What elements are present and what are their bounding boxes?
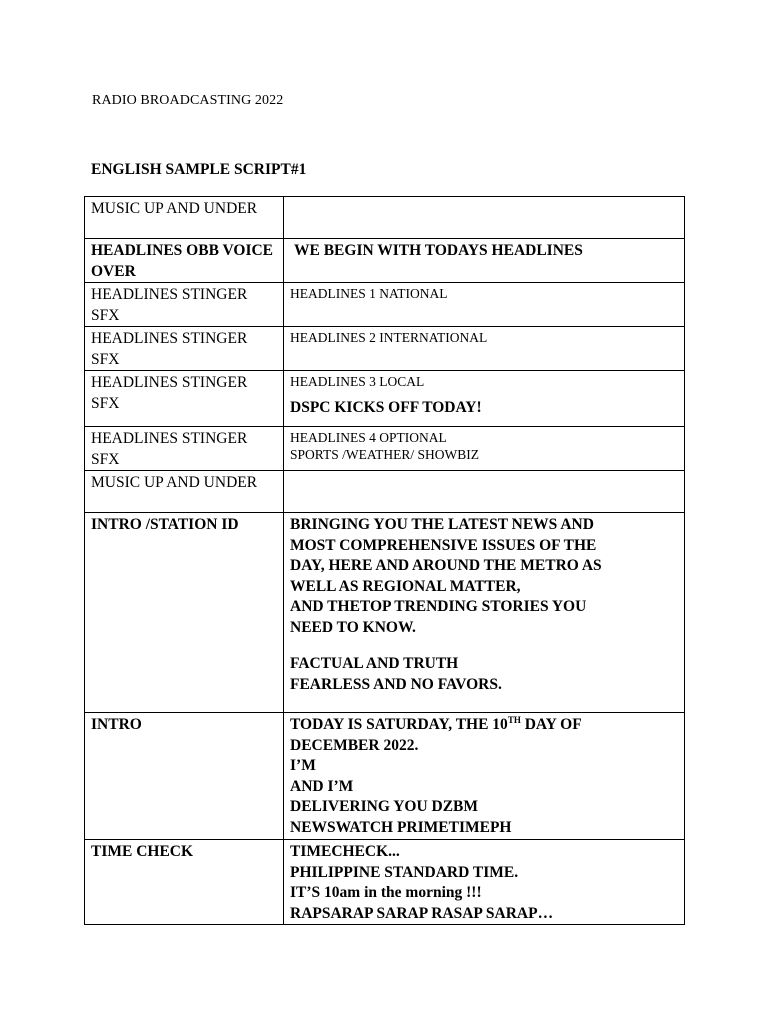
script-title: ENGLISH SAMPLE SCRIPT#1 (91, 161, 307, 178)
table-row (85, 471, 685, 513)
table-row (85, 513, 685, 713)
ordinal-suffix: TH (507, 714, 521, 725)
content-line: HEADLINES 1 NATIONAL (290, 286, 448, 301)
content-line: PHILIPPINE STANDARD TIME. (290, 863, 519, 881)
table-row (85, 239, 685, 283)
date-text-rest: DAY OF (520, 716, 582, 733)
content-line: DECEMBER 2022. (290, 736, 419, 754)
content-line: I’M (290, 757, 316, 774)
paragraph-gap (290, 638, 678, 654)
content-line: FEARLESS AND NO FAVORS. (290, 675, 502, 693)
content-line: DELIVERING YOU DZBM (290, 798, 479, 815)
content-line (290, 715, 678, 736)
content-line: DAY, HERE AND AROUND THE METRO AS (290, 557, 602, 574)
table-row (85, 713, 685, 840)
table-row (85, 197, 685, 239)
table-row (85, 840, 685, 925)
document-title: RADIO BROADCASTING 2022 (92, 93, 284, 108)
cue-cell: HEADLINES STINGER SFX (85, 427, 284, 471)
content-line: TIMECHECK... (290, 843, 400, 860)
cue-cell: INTRO /STATION ID (85, 513, 284, 713)
content-line: AND I’M (290, 777, 354, 795)
cue-cell: HEADLINES STINGER SFX (85, 283, 284, 327)
date-text: TODAY IS SATURDAY, THE 10 (290, 716, 508, 733)
content-line: RAPSARAP SARAP RASAP SARAP… (290, 904, 554, 922)
content-line: SPORTS /WEATHER/ SHOWBIZ (290, 447, 479, 462)
table-row (85, 371, 685, 427)
content-cell (284, 471, 685, 513)
content-cell (284, 197, 685, 239)
content-line: NEED TO KNOW. (290, 618, 416, 636)
cue-cell: MUSIC UP AND UNDER (85, 471, 284, 513)
content-line: HEADLINES 3 LOCAL (290, 374, 425, 389)
content-line: WE BEGIN WITH TODAYS HEADLINES (294, 242, 583, 259)
table-row (85, 427, 685, 471)
content-line: HEADLINES 4 OPTIONAL (290, 430, 447, 445)
content-cell (284, 713, 685, 840)
content-line: WELL AS REGIONAL MATTER, (290, 577, 521, 595)
content-line: AND THETOP TRENDING STORIES YOU (290, 598, 587, 615)
content-line: MOST COMPREHENSIVE ISSUES OF THE (290, 536, 597, 554)
content-line: NEWSWATCH PRIMETIMEPH (290, 818, 512, 836)
cue-cell: INTRO (85, 713, 284, 840)
cue-cell: HEADLINES STINGER SFX (85, 371, 284, 427)
content-cell (284, 283, 685, 327)
content-cell (284, 513, 685, 713)
cue-cell: HEADLINES STINGER SFX (85, 327, 284, 371)
content-line: BRINGING YOU THE LATEST NEWS AND (290, 516, 594, 533)
cue-cell: MUSIC UP AND UNDER (85, 197, 284, 239)
content-cell (284, 371, 685, 427)
content-line: HEADLINES 2 INTERNATIONAL (290, 330, 488, 345)
table-row (85, 283, 685, 327)
content-cell (284, 239, 685, 283)
content-line: FACTUAL AND TRUTH (290, 655, 459, 672)
cue-cell: TIME CHECK (85, 840, 284, 925)
content-line: DSPC KICKS OFF TODAY! (290, 399, 482, 416)
content-cell (284, 840, 685, 925)
content-line: IT’S 10am in the morning !!! (290, 884, 482, 901)
content-cell (284, 427, 685, 471)
table-row (85, 327, 685, 371)
script-table (84, 196, 685, 925)
content-cell (284, 327, 685, 371)
cue-cell: HEADLINES OBB VOICE OVER (85, 239, 284, 283)
